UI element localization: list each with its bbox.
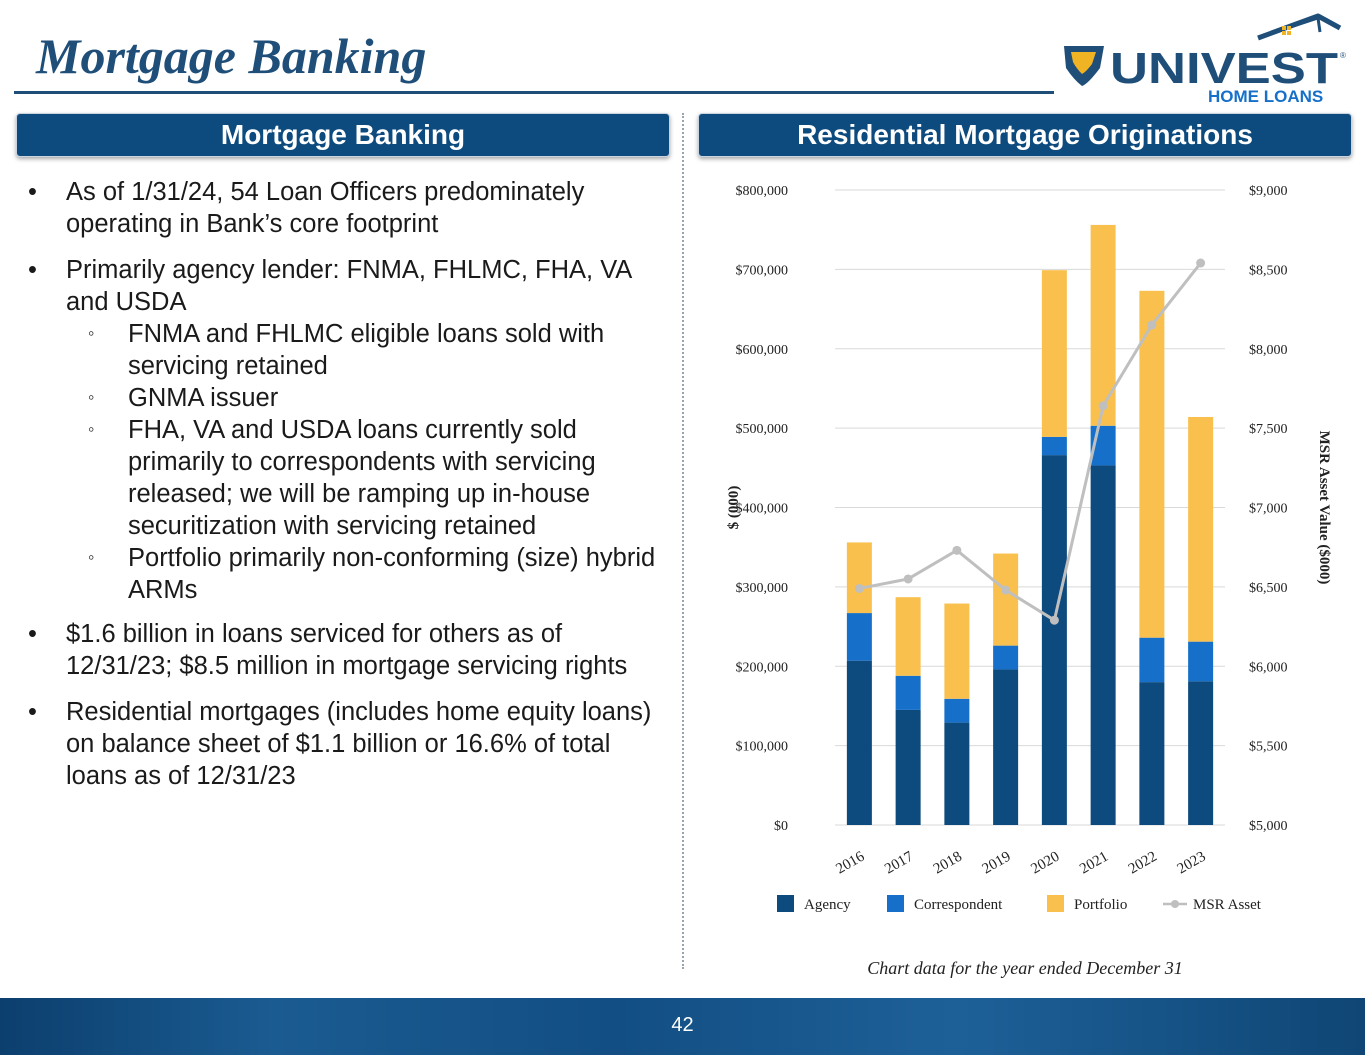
- legend-swatch: [887, 895, 904, 912]
- y-right-axis-title: MSR Asset Value ($000): [1316, 430, 1332, 585]
- msr-point: [855, 584, 864, 593]
- bullet-item: [28, 618, 658, 682]
- sub-bullet-group: [28, 318, 658, 606]
- bar-portfolio: [1139, 291, 1164, 638]
- bullet-list: [28, 176, 658, 806]
- legend-marker: [1171, 900, 1179, 908]
- x-tick-label: 2016: [833, 848, 868, 878]
- bar-portfolio: [1042, 270, 1067, 437]
- y-right-tick-label: $9,000: [1249, 184, 1288, 199]
- y-right-tick-label: $5,000: [1249, 819, 1288, 834]
- legend-label: Correspondent: [914, 897, 1003, 913]
- y-tick-label: $0: [774, 819, 788, 834]
- section-divider: [682, 113, 684, 969]
- bullet-text: Residential mortgages (includes home equity loans) on balance sheet of $1.1 billion or 16.6% of total loans as of 12/31/23: [66, 698, 652, 790]
- msr-point: [1001, 586, 1010, 595]
- msr-point: [952, 546, 961, 555]
- y-tick-label: $700,000: [735, 263, 788, 279]
- bar-portfolio: [1091, 225, 1116, 426]
- title-rule: [14, 91, 1054, 94]
- msr-point: [1099, 401, 1108, 410]
- bar-agency: [847, 661, 872, 825]
- y-tick-label: $800,000: [735, 184, 788, 199]
- bullet-item: [28, 176, 658, 240]
- bar-agency: [944, 723, 969, 825]
- legend-swatch: [1047, 895, 1064, 912]
- legend-label: Portfolio: [1074, 897, 1128, 913]
- bar-correspondent: [944, 699, 969, 723]
- bullet-item: [28, 254, 658, 318]
- x-tick-label: 2019: [979, 848, 1014, 878]
- legend-label: MSR Asset: [1193, 897, 1261, 913]
- sub-bullet-item: [28, 382, 658, 414]
- msr-point: [1196, 259, 1205, 268]
- originations-chart: [700, 170, 1350, 930]
- bar-portfolio: [1188, 417, 1213, 642]
- x-tick-label: 2021: [1077, 848, 1112, 878]
- bullet-mark: •: [28, 620, 37, 648]
- bar-correspondent: [896, 676, 921, 710]
- y-tick-label: $100,000: [735, 739, 788, 755]
- page-number: 42: [671, 1014, 694, 1036]
- y-right-tick-label: $8,500: [1249, 263, 1288, 279]
- bullet-text: Primarily agency lender: FNMA, FHLMC, FHA, VA and USDA: [66, 256, 631, 316]
- bullet-mark: •: [28, 178, 37, 206]
- bar-portfolio: [847, 542, 872, 613]
- y-right-tick-label: $5,500: [1249, 739, 1288, 755]
- left-section-header: Mortgage Banking: [16, 113, 670, 157]
- y-right-tick-label: $8,000: [1249, 342, 1288, 358]
- bullet-mark: •: [28, 698, 37, 726]
- y-tick-label: $400,000: [735, 501, 788, 517]
- x-tick-label: 2020: [1028, 848, 1063, 878]
- y-tick-label: $500,000: [735, 422, 788, 438]
- sub-bullet-text: GNMA issuer: [128, 384, 279, 412]
- logo-brand: UNIVEST: [1110, 44, 1339, 93]
- bar-correspondent: [847, 613, 872, 661]
- y-right-tick-label: $6,000: [1249, 660, 1288, 676]
- y-right-tick-label: $7,500: [1249, 422, 1288, 438]
- sub-bullet-text: Portfolio primarily non-conforming (size) hybrid ARMs: [128, 544, 656, 604]
- bar-portfolio: [993, 554, 1018, 646]
- bullet-text: As of 1/31/24, 54 Loan Officers predominately operating in Bank’s core footprint: [66, 178, 585, 238]
- legend-swatch: [777, 895, 794, 912]
- bar-correspondent: [1139, 638, 1164, 682]
- bar-correspondent: [1188, 642, 1213, 682]
- y-tick-label: $300,000: [735, 580, 788, 596]
- sub-bullet-item: [28, 414, 658, 542]
- chart-caption: Chart data for the year ended December 31: [867, 958, 1183, 978]
- bar-agency: [993, 669, 1018, 825]
- sub-bullet-mark: ◦: [88, 323, 95, 343]
- legend-label: Agency: [804, 897, 851, 913]
- right-section-header: Residential Mortgage Originations: [698, 113, 1352, 157]
- sub-bullet-text: FNMA and FHLMC eligible loans sold with servicing retained: [128, 320, 605, 380]
- bar-agency: [1139, 682, 1164, 825]
- bar-portfolio: [896, 597, 921, 676]
- x-tick-label: 2023: [1174, 848, 1209, 878]
- x-tick-label: 2017: [882, 848, 917, 878]
- bar-correspondent: [993, 646, 1018, 670]
- bullet-item: [28, 696, 658, 792]
- sub-bullet-mark: ◦: [88, 547, 95, 567]
- bar-correspondent: [1042, 437, 1067, 455]
- svg-text:®: ®: [1340, 51, 1346, 60]
- bar-agency: [1042, 455, 1067, 825]
- y-right-tick-label: $7,000: [1249, 501, 1288, 517]
- y-right-tick-label: $6,500: [1249, 580, 1288, 596]
- bar-portfolio: [944, 604, 969, 699]
- sub-bullet-mark: ◦: [88, 419, 95, 439]
- sub-bullet-item: [28, 318, 658, 382]
- bar-agency: [896, 710, 921, 825]
- bullet-text: $1.6 billion in loans serviced for others as of 12/31/23; $8.5 million in mortgage servicing rights: [66, 620, 628, 680]
- bar-agency: [1188, 681, 1213, 825]
- bullet-mark: •: [28, 256, 37, 284]
- msr-point: [904, 574, 913, 583]
- y-tick-label: $200,000: [735, 660, 788, 676]
- logo-sub: HOME LOANS: [1208, 87, 1324, 106]
- sub-bullet-mark: ◦: [88, 387, 95, 407]
- sub-bullet-text: FHA, VA and USDA loans currently sold primarily to correspondents with servicing released; we will be ramping up in-house securitization with servicing retained: [128, 416, 596, 540]
- bar-agency: [1091, 465, 1116, 825]
- page-title: Mortgage Banking: [36, 28, 427, 84]
- x-tick-label: 2018: [930, 848, 965, 878]
- sub-bullet-item: [28, 542, 658, 606]
- msr-point: [1147, 320, 1156, 329]
- univest-home-loans-logo: [1058, 10, 1348, 108]
- y-axis-title: $ (000): [726, 485, 742, 530]
- y-tick-label: $600,000: [735, 342, 788, 358]
- msr-point: [1050, 616, 1059, 625]
- x-tick-label: 2022: [1125, 848, 1160, 878]
